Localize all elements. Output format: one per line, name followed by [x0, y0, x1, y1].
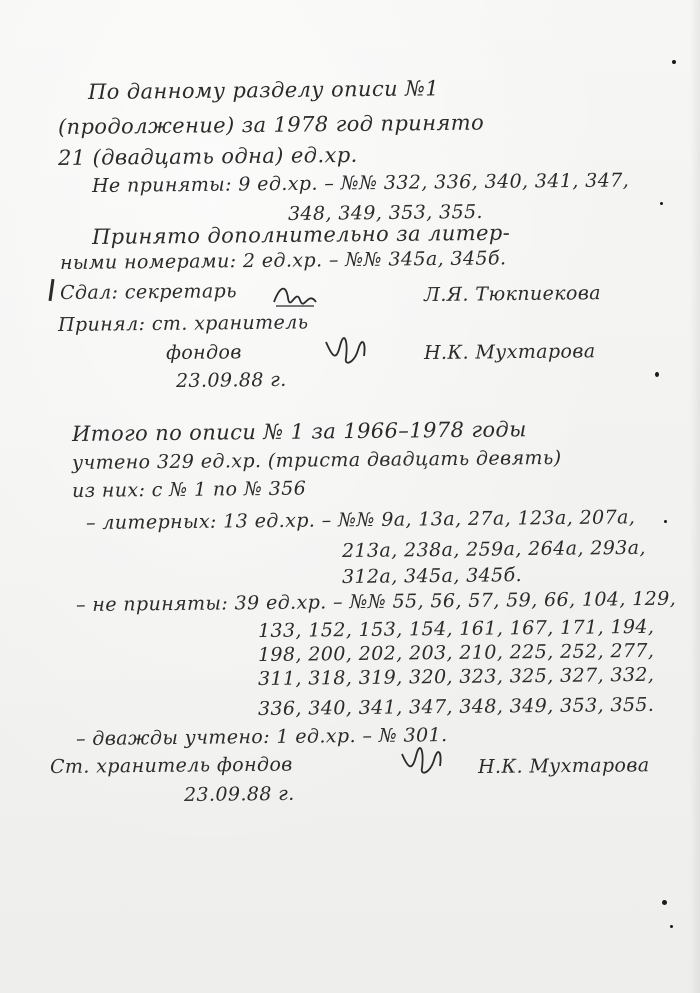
scan-speck	[655, 372, 659, 377]
header-line-3: 21 (двадцать одна) ед.хр.	[57, 142, 358, 170]
page-edge-shadow	[690, 0, 700, 993]
totals-line-4: – литерных: 13 ед.хр. – №№ 9а, 13а, 27а, 123а, 207а,	[85, 506, 636, 534]
scan-speck	[664, 520, 667, 523]
scan-speck	[660, 202, 663, 205]
scan-speck	[670, 925, 673, 928]
header-line-7: ными номерами: 2 ед.хр. – №№ 345а, 345б.	[59, 247, 507, 274]
header-line-8	[60, 280, 237, 304]
totals-date: 23.09.88 г.	[183, 782, 295, 806]
totals-line-7: – не приняты: 39 ед.хр. – №№ 55, 56, 57, 59, 66, 104, 129,	[75, 587, 677, 616]
header-line-2: (продолжение) за 1978 год принято	[57, 110, 485, 139]
scan-speck	[662, 900, 667, 905]
margin-tick-mark	[48, 279, 54, 301]
secretary-name: Л.Я. Тюкпиекова	[423, 282, 602, 306]
header-date: 23.09.88 г.	[175, 368, 287, 392]
signature-keeper-2	[398, 746, 444, 778]
totals-line-13: Ст. хранитель фондов	[49, 753, 293, 778]
totals-line-8: 133, 152, 153, 154, 161, 167, 171, 194,	[257, 615, 655, 642]
header-line-1: По данному разделу описи №1	[87, 76, 440, 104]
totals-line-10: 311, 318, 319, 320, 323, 325, 327, 332,	[257, 663, 655, 690]
signature-secretary	[272, 280, 318, 312]
header-line-10: фондов	[165, 341, 242, 364]
totals-line-1: Итого по описи № 1 за 1966–1978 годы	[71, 417, 527, 446]
header-line-6: Принято дополнительно за литер-	[91, 220, 511, 249]
totals-line-9: 198, 200, 202, 203, 210, 225, 252, 277,	[257, 639, 655, 666]
header-line-5: 348, 349, 353, 355.	[287, 200, 484, 225]
totals-line-12: – дважды учтено: 1 ед.хр. – № 301.	[75, 724, 448, 750]
handover-label: Сдал: секретарь	[59, 280, 238, 304]
keeper-name-2: Н.К. Мухтарова	[477, 754, 650, 778]
header-line-9: Принял: ст. хранитель	[57, 311, 309, 336]
totals-line-2: учтено 329 ед.хр. (триста двадцать девять)	[71, 446, 562, 474]
header-line-4: Не приняты: 9 ед.хр. – №№ 332, 336, 340, 341, 347,	[91, 169, 630, 197]
signature-keeper-1	[322, 336, 368, 368]
keeper-name-1: Н.К. Мухтарова	[423, 340, 596, 364]
totals-line-5: 213а, 238а, 259а, 264а, 293а,	[341, 536, 647, 562]
totals-line-3: из них: с № 1 по № 356	[71, 477, 307, 502]
totals-line-6: 312а, 345а, 345б.	[341, 564, 523, 588]
scan-speck	[672, 60, 676, 64]
totals-line-11: 336, 340, 341, 347, 348, 349, 353, 355.	[257, 693, 655, 720]
